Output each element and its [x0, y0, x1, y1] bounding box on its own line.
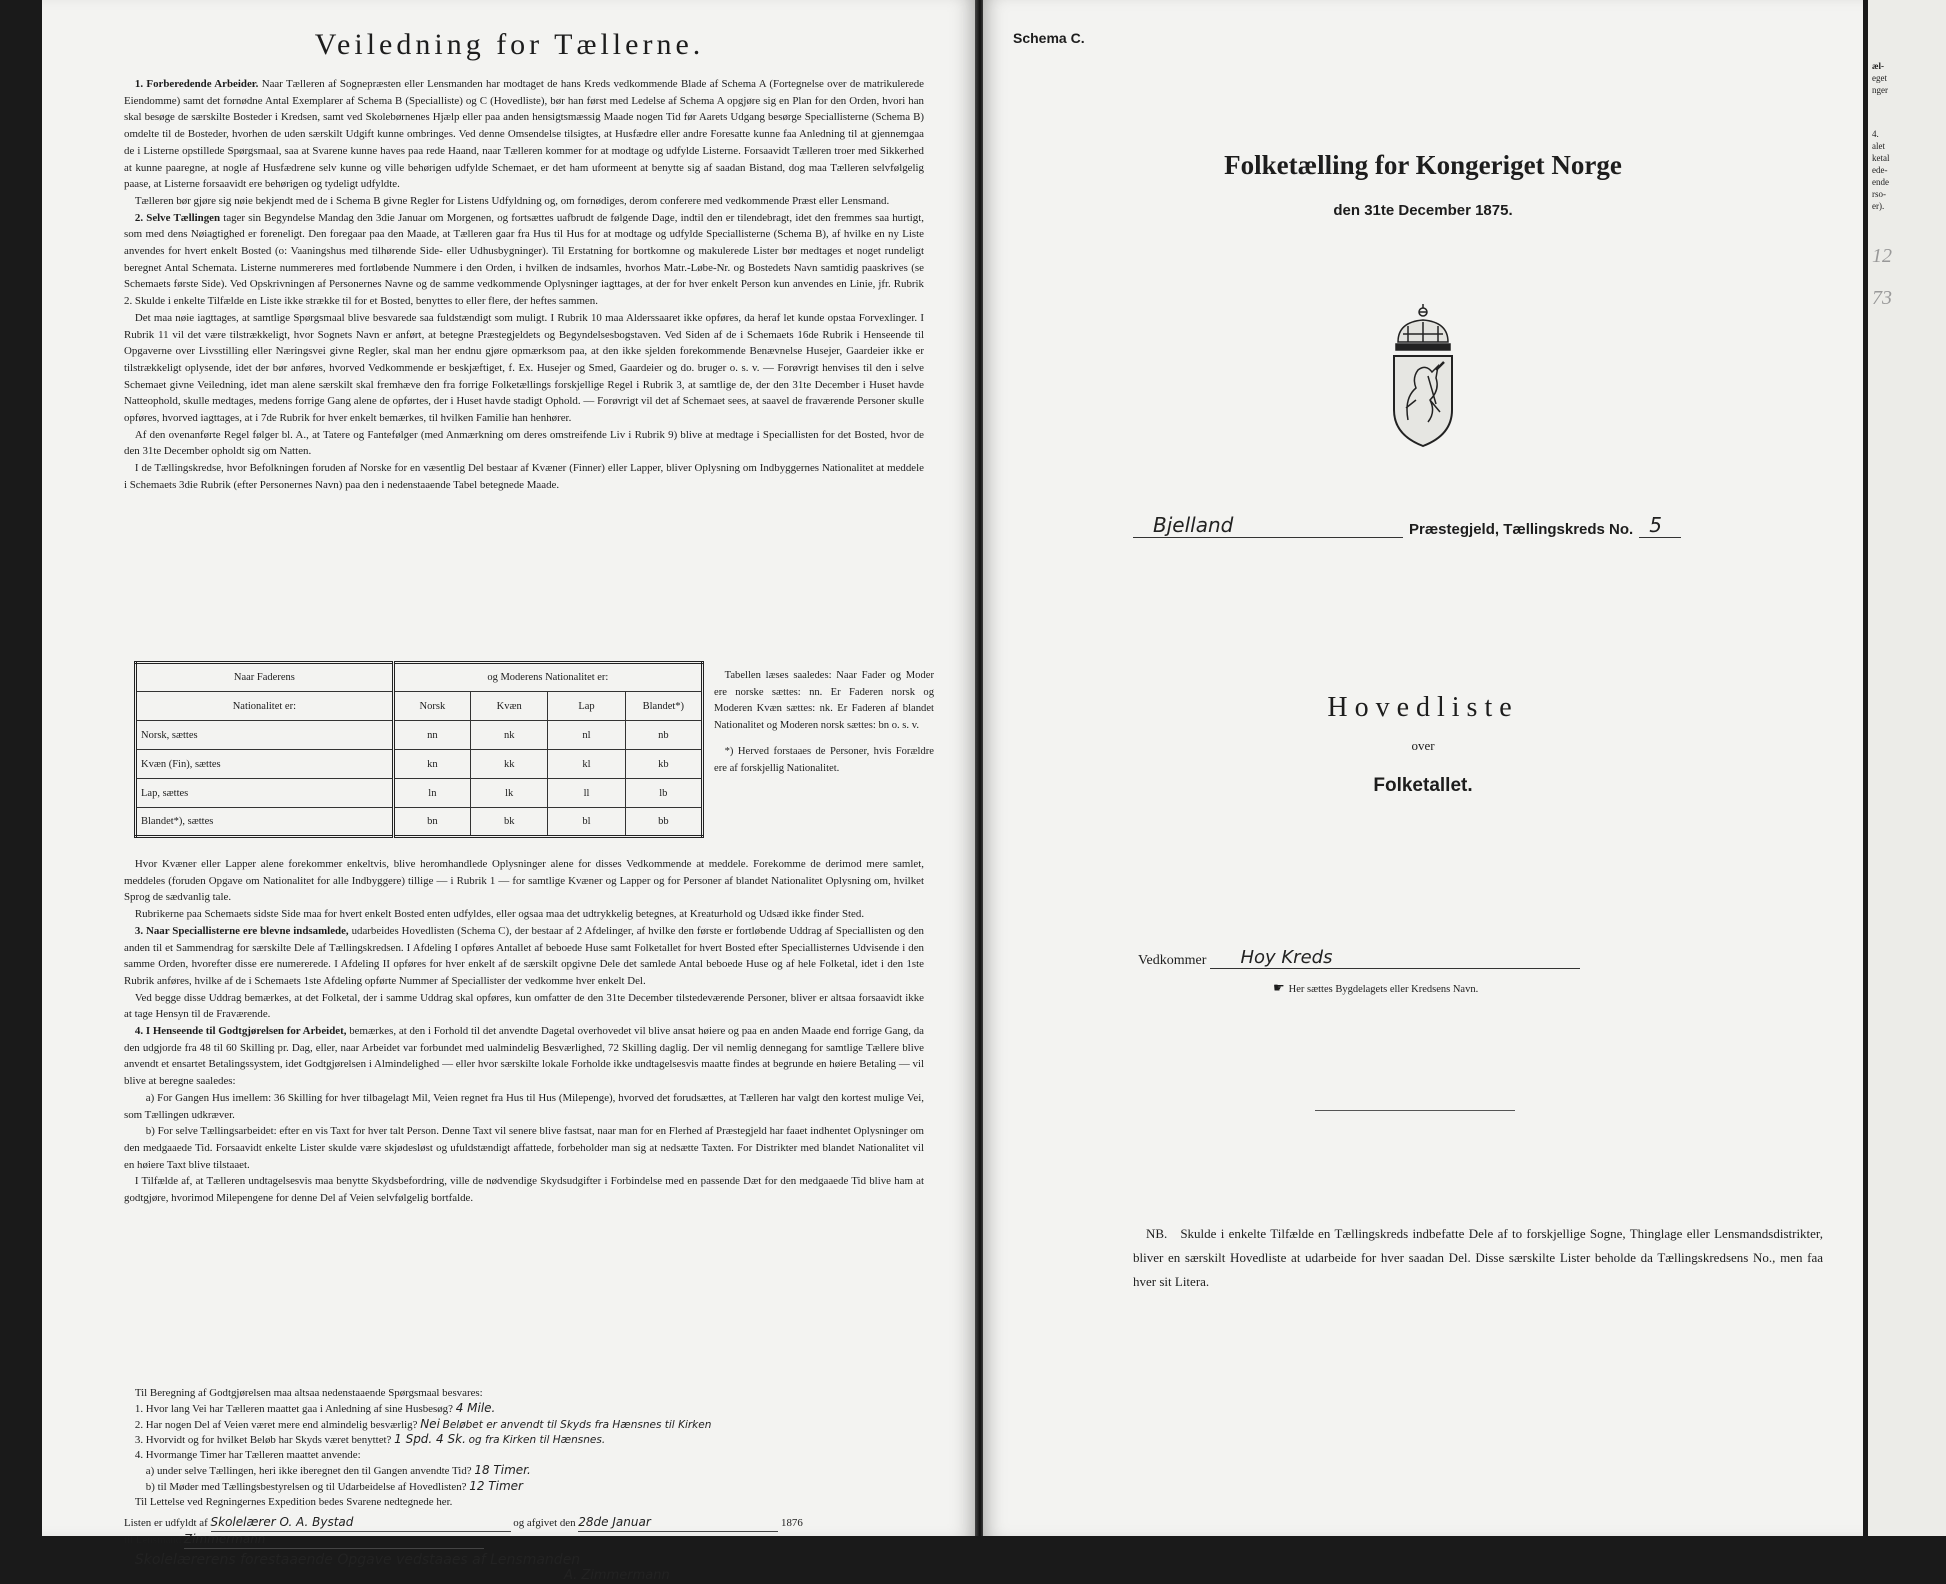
instruction-paragraph: 1. Forberedende Arbeider. Naar Tælleren af Sognepræsten eller Lensmanden har modtaget de hans Kreds vedkommende Blade af Schema A (Fortegnelse over de matrikulerede Eiendomme) samt det fornødne Antal Exemplarer af Schema B (Specialliste) og C (Hovedliste), bør han først med Ledelse af Schema A opgjøre sig en Plan for den Orden, hvori han skal besøge de særskilte Bosteder i Kredsen, samt ved Skolebørnenes Hjælp eller paa anden hensigtsmæssig Maade nogen Tid før Aarets Udgang besørge Speciallisterne (Schema B) omdelte til de Bosteder, hvorhen de uden særskilt Udgift kunne ombringes. Ved denne Omsendelse tilsigtes, at Husfædre eller andre Foresatte kunne faa Anledning til at gjennemgaa de i Listerne opstillede Spørgsmaal, saa at Svarene kunne haves paa rede Haand, naar Tælleren kommer for at modtage og udfylde Listerne. Forsaavidt Tælleren troer med Sikkerhed at kunne paaregne, at nogle af Husfædrene selv kunne og ville behørigen udfylde Schemaet, er det ham uformeent at benytte sig af saadan Bistand, dog maa Tælleren selvfølgelig paase, at Listerne forsaavidt ere behørigen og tydeligt udfyldte.: [124, 78, 924, 191]
answer-field[interactable]: 4 Mile.: [455, 1400, 496, 1415]
footer-note: Skolelærerens forestaaende Opgave vedstaaes af Lensmanden: [134, 1551, 581, 1568]
table-cell: nl: [548, 721, 625, 750]
edge-page: [1868, 0, 1946, 1536]
edge-number: 12: [1872, 245, 1892, 267]
question-4a: a) under selve Tællingen, heri ikke iberegnet den til Gangen anvendte Tid? 18 Timer.: [145, 1462, 531, 1477]
census-date: den 31te December 1875.: [1333, 202, 1513, 219]
filled-by-field[interactable]: Skolelærer O. A. Bystad: [210, 1515, 354, 1530]
row-label: Norsk, sættes: [136, 721, 394, 750]
table-cell: ln: [393, 779, 470, 808]
instruction-paragraph: 4. I Henseende til Godtgjørelsen for Arbeidet, bemærkes, at den i Forhold til det anvendte Dagetal overhovedet vil blive ansat høiere og paa en anden Maade end forrige Gang, da den udgjorde fra 48 til 60 Skilling pr. Dag, eller, naar Arbeidet var forbundet med ualmindelig Besværlighed, 72 Skilling daglig. Der vil nemlig dennegang for samtlige Tællere blive anvendt et ensartet Betalingssystem, idet Godtgjørelsen i Almindelighed — eller hvor særskilte lokale Forholde ikke undtagelsesvis maatte findes at begrunde en høiere Betaling — vil blive at beregne saaledes:: [124, 1025, 924, 1088]
page-title: Veiledning for Tællerne.: [314, 28, 705, 61]
father-header: Naar Faderens: [136, 663, 394, 692]
nb-label: NB.: [1146, 1226, 1168, 1241]
questions-intro: Til Beregning af Godtgjørelsen maa altsaa nedenstaaende Spørgsmaal besvares:: [134, 1387, 483, 1399]
instructions-section-top: [124, 76, 924, 494]
edge-text: æl-: [1872, 61, 1884, 71]
table-explanation: Tabellen læses saaledes: Naar Fader og Moder ere norske sættes: nn. Er Faderen norsk og Moderen Kvæn sættes: nk. Er Faderen af blandet Nationalitet og Moderen norsk sættes: bn o. s. v.: [714, 670, 934, 731]
table-cell: nb: [625, 721, 702, 750]
column-header: Blandet*): [625, 692, 702, 721]
edge-text: ede-: [1872, 165, 1888, 175]
vedkommer-line: [1138, 947, 1580, 969]
left-page: [42, 0, 977, 1583]
instruction-paragraph: a) For Gangen Hus imellem: 36 Skilling for hver tilbagelagt Mil, Veien regnet fra Hus til Hus (Milepenge), hvorved det forudsættes, at Tælleren har valgt den kortest mulige Vei, som Tællingen udkræver.: [124, 1091, 924, 1121]
edge-text: ketal: [1872, 153, 1890, 163]
district-number-field[interactable]: 5: [1639, 516, 1681, 538]
question-4: 4. Hvormange Timer har Tælleren maattet anvende:: [134, 1449, 361, 1462]
edge-text: er).: [1872, 201, 1885, 211]
lensmand-field[interactable]: Zimmermann: [183, 1532, 266, 1547]
edge-text: ende: [1872, 177, 1889, 187]
schema-label: Schema C.: [1013, 30, 1085, 46]
table-cell: kl: [548, 750, 625, 779]
table-header-row: [136, 692, 703, 721]
mother-header: og Moderens Nationalitet er:: [393, 663, 702, 692]
questions-closing: Til Lettelse ved Regningernes Expedition bedes Svarene nedtegnede her.: [134, 1495, 453, 1508]
instruction-paragraph: 3. Naar Speciallisterne ere blevne indsamlede, udarbeides Hovedlisten (Schema C), der bestaar af 2 Afdelinger, af hvilke den første er fortløbende Uddrag af Speciallisten og den anden til et Sammendrag for særskilte Dele af Tællingskredsen. I Afdeling I opføres Antallet af beboede Huse samt Folketallet for hvert Bosted efter Speciallisternes Udvisende i den samme Orden, hvorefter disse ere numererede. I Afdeling II opføres for hver enkelt af de særskilt opgivne Dele det samlede Antal beboede Huse og af hele Folketal, idet i den 1ste Rubrik anføres, hvilke af de i Schemaets 1ste Afdeling opførte Nummer af Speciallister der vedkomme hver enkelt Del.: [124, 924, 924, 987]
table-cell: bl: [548, 808, 625, 837]
table-row: [136, 808, 703, 837]
table-cell: kn: [393, 750, 470, 779]
pointing-hand-icon: ☛: [1273, 980, 1285, 995]
vedkommer-hint: ☛ Her sættes Bygdelagets eller Kredsens Navn.: [1273, 980, 1479, 995]
edge-number: 73: [1872, 287, 1892, 309]
table-cell: kk: [471, 750, 548, 779]
edge-text: nger: [1872, 85, 1888, 95]
folketallet-heading: Folketallet.: [1373, 775, 1473, 796]
hovedliste-heading: Hovedliste: [1327, 692, 1519, 723]
father-header: Nationalitet er:: [136, 692, 394, 721]
document-title: Folketælling for Kongeriget Norge: [1224, 150, 1622, 180]
question-2: 2. Har nogen Del af Veien været mere end almindelig besværlig? Nei Beløbet er anvendt til Skyds fra Hænsnes til Kirken: [134, 1416, 712, 1431]
instruction-paragraph: b) For selve Tællingsarbeidet: efter en vis Taxt for hver talt Person. Denne Taxt vil senere blive fastsat, naar man for en Flerhed af Præstegjeld har faaet indhentet Oplysninger om den medgaaede Tid. Forsaavidt enkelte Lister skulde være skjødesløst og ufuldstændigt affattede, forbeholder man sig at nedsætte Taxten. For Distrikter med blandet Nationalitet vil en høiere Taxt blive tilstaaet.: [124, 1125, 924, 1171]
row-label: Kvæn (Fin), sættes: [136, 750, 394, 779]
vedkommer-field[interactable]: Hoy Kreds: [1210, 947, 1580, 969]
answer-note: Beløbet er anvendt til Skyds fra Hænsnes til Kirken: [442, 1418, 712, 1431]
answer-field[interactable]: 18 Timer.: [474, 1462, 531, 1477]
date-field[interactable]: 28de Januar: [578, 1515, 651, 1530]
instruction-paragraph: Det maa nøie iagttages, at samtlige Spørgsmaal blive besvarede saa fuldstændigt som muligt. I Rubrik 10 maa Alderssaaret ikke opføres, da heraf let kunde opstaa Forvexlinger. I Rubrik 11 vil det være tilstrækkeligt, hvor Sognets Navn er anført, at betegne Præstegjeldets og Begyndelsesbogstaven. Ved Siden af de i Schemaets 16de Rubrik i Henseende til Opgaverne over Livsstilling eller Næringsvei givne Regler, skal man her endnu gjøre opmærksom paa, at den ikke sjelden forekommende Benævnelse Husejer, Gaardeier ikke er tilstrækkeligt oplysende, idet der bør anføres, hvorved Vedkommende er beskjæftiget, f. Ex. Husejer og Smed, Gaardeier og do. bruger o. s. v. — Forøvrigt henvises til den i selve Schemaet givne Veiledning, idet man alene særskilt skal fremhæve den fra forrige Folketællings forskjellige Regel i Rubrik 3, at samtlige de, der den 31te December i Huset havde Natteophold, skulle medtages, medens forrige Gang alene de opførtes, der i Huset havde stadigt Ophold. — Forøvrigt vil det af Schemaet sees, at saavel de fraværende Personer skulle opføres, hvorved iagttages, at i 7de Rubrik for hver enkelt bemærkes, til hvilken Familie han henhører.: [124, 311, 924, 425]
instruction-paragraph: I Tilfælde af, at Tælleren undtagelsesvis maa benytte Skydsbefordring, ville de nødvendige Skydsudgifter i Forbindelse med en passende Dæt for den medgaaede Tid blive ham at godtgjøre, hvorimod Milepengene for denne Del af Veien selvfølgelig bortfalde.: [124, 1175, 924, 1205]
instruction-paragraph: Rubrikerne paa Schemaets sidste Side maa for hvert enkelt Bosted enten udfyldes, eller ogsaa maa det udtrykkelig betegnes, at Kreaturhold og Udsæd ikke finder Sted.: [134, 908, 865, 921]
question-3: 3. Hvorvidt og for hvilket Beløb har Skyds været benyttet? 1 Spd. 4 Sk. og fra Kirken til Hænsnes.: [134, 1432, 606, 1447]
table-footnote: *) Herved forstaaes de Personer, hvis Forældre ere af forskjellig Nationalitet.: [714, 746, 934, 774]
instruction-paragraph: Tælleren bør gjøre sig nøie bekjendt med de i Schema B givne Regler for Listens Udfyldning og, om fornødiges, derom conferere med vedkommende Præst eller Lensmand.: [134, 194, 890, 207]
right-page: [983, 0, 1863, 1536]
instructions-section-bottom: [124, 856, 924, 1207]
column-header: Kvæn: [471, 692, 548, 721]
signature-line: Listen er udfyldt af Skolelærer O. A. Bystad og afgivet den 28de Januar 1876: [124, 1515, 924, 1532]
table-cell: ll: [548, 779, 625, 808]
table-header-row: [136, 663, 703, 692]
vedkommer-label: Vedkommer: [1138, 953, 1207, 968]
edge-text: alet: [1872, 141, 1885, 151]
edge-text: eget: [1872, 73, 1887, 83]
table-cell: bn: [393, 808, 470, 837]
column-header: Norsk: [393, 692, 470, 721]
parish-label: Præstegjeld, Tællingskreds No.: [1409, 521, 1634, 538]
row-label: Lap, sættes: [136, 779, 394, 808]
instruction-paragraph: Af den ovenanførte Regel følger bl. A., at Tatere og Fantefølger (med Anmærkning om deres omstreifende Liv i Rubrik 9) blive at medtage i Speciallisten for det Bosted, hvor de den 31te December opholdt sig om Natten.: [124, 428, 924, 458]
question-1: 1. Hvor lang Vei har Tælleren maattet gaa i Anledning af sine Husbesøg? 4 Mile.: [134, 1400, 496, 1415]
table-cell: kb: [625, 750, 702, 779]
instruction-paragraph: Ved begge disse Uddrag bemærkes, at det Folketal, der i samme Uddrag skal opføres, kun omfatter de den 31te December tilstedeværende Personer, bliver er altsaa forsaavidt ikke at tage Hensyn til de Fraværende.: [124, 991, 924, 1021]
instruction-paragraph: I de Tællingskredse, hvor Befolkningen foruden af Norske for en væsentlig Del bestaar af Kvæner (Finner) eller Lapper, bliver Oplysning om Indbyggernes Nationalitet at meddele i Schemaets 3die Rubrik (efter Personernes Navn) paa den i nedenstaaende Tabel betegnede Maade.: [124, 462, 924, 491]
lensmand-line: til Lensmand Zimmermann: [124, 1532, 924, 1549]
instruction-paragraph: 2. Selve Tællingen tager sin Begyndelse Mandag den 3die Januar om Morgenen, og fortsættes uafbrudt de følgende Dage, indtil den er tilendebragt, idet den fremmes saa hurtigt, som med dens Nøiagtighed er foreneligt. Den foregaar paa den Maade, at Tælleren gaar fra Hus til Hus for at modtage og udfylde Speciallisterne (Schema B), af hvilke en ny Liste anvendes for hvert enkelt Bosted (o: Vaaningshus med tilhørende Side- eller Udhusbygninger). Til Erstatning for bortkomne og makulerede Lister bør medtages et noget rundeligt beregnet Antal Schemata. Listerne nummereres med fortløbende Nummere i den Orden, i hvilken de indsamles, hvorhos Matr.-Løbe-Nr. og Bostedets Navn samtidig paaskrives (se Schemaets første Side). Ved Opskrivningen af Personernes Navne og de samme vedkommende Oplysninger iagttages, at der for hver enkelt Person kun anvendes en Linie, jfr. Rubrik 2. Skulde i enkelte Tilfælde en Liste ikke strække til for et Bosted, benyttes to eller flere, der heftes sammen.: [124, 211, 925, 308]
table-row: [136, 779, 703, 808]
separator-line: [1315, 1110, 1515, 1111]
question-4b: b) til Møder med Tællingsbestyrelsen og til Udarbeidelse af Hovedlisten? 12 Timer: [145, 1478, 523, 1493]
table-cell: bb: [625, 808, 702, 837]
table-row: [136, 750, 703, 779]
column-header: Lap: [548, 692, 625, 721]
coat-of-arms-icon: [1378, 300, 1468, 450]
answer-field[interactable]: 1 Spd. 4 Sk.: [394, 1432, 466, 1447]
parish-field[interactable]: Bjelland: [1133, 516, 1403, 538]
answer-field[interactable]: Nei: [420, 1416, 440, 1431]
table-cell: lk: [471, 779, 548, 808]
table-note: [714, 668, 934, 777]
edge-text: rso-: [1872, 189, 1886, 199]
answer-note: og fra Kirken til Hænsnes.: [468, 1434, 606, 1447]
footer-signature: A. Zimmermann: [564, 1567, 670, 1583]
instruction-paragraph: Hvor Kvæner eller Lapper alene forekommer enkeltvis, blive heromhandlede Oplysninger alene for disses Vedkommende at meddele. Forekomme de derimod mere samlet, meddeles (foruden Opgave om Nationalitet for alle Indbyggere) tillige — i Rubrik 1 — for samtlige Kvæner og Lapper og for Personer af blandet Nationalitet Oplysning om, hvilket Sprog de sædvanlig tale.: [124, 858, 924, 904]
table-cell: lb: [625, 779, 702, 808]
edge-text: 4.: [1872, 129, 1879, 139]
parish-line: [1133, 513, 1693, 538]
table-cell: nn: [393, 721, 470, 750]
table-row: [136, 721, 703, 750]
row-label: Blandet*), sættes: [136, 808, 394, 837]
nationality-table: [134, 661, 704, 838]
questions-section: [124, 1386, 924, 1584]
over-text: over: [1411, 738, 1435, 753]
answer-field[interactable]: 12 Timer: [469, 1478, 523, 1493]
table-cell: nk: [471, 721, 548, 750]
table-cell: bk: [471, 808, 548, 837]
nb-note: NB. Skulde i enkelte Tilfælde en Tællingskreds indbefatte Dele af to forskjellige Sogne, Thinglage eller Lensmandsdistrikter, bliver en særskilt Hovedliste at udarbeide for hver saadan Del. Disse særskilte Lister beholde da Tællingskredsens No., men faa hver sit Litera.: [1133, 1226, 1823, 1289]
